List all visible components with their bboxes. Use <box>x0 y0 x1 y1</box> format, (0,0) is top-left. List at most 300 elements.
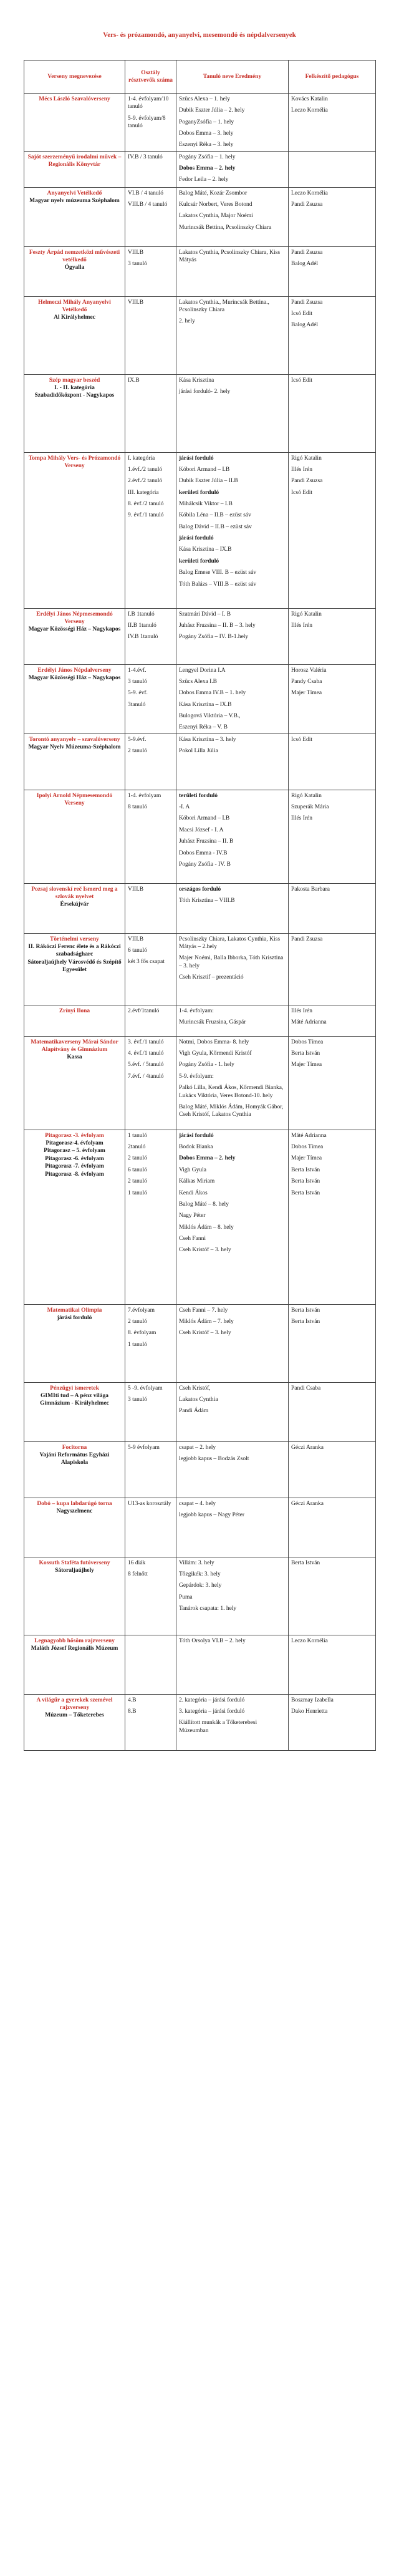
competition-cell-line: Mécs László Szavalóverseny <box>39 96 110 102</box>
result-cell-line: Vigh Gyula, Kőrmendi Kristóf <box>179 1050 252 1057</box>
teacher-cell-line: Balog Adél <box>291 261 319 268</box>
competition-cell-line: Sátoraljaújhely Városvédő és Szépítő Egyesület <box>27 959 122 974</box>
result-cell-line: Fedor Leila – 2. hely <box>179 177 229 183</box>
competition-cell-line: Legnagyobb hősöm rajzverseny <box>34 1637 115 1644</box>
result-cell-line: Kulcsár Norbert, Veres Botond <box>179 201 252 208</box>
result-cell-line: Majer Noémi, Balla Ibborka, Tóth Krisztina – 3. hely <box>179 955 284 969</box>
class-cell-line: 5-9.évf. <box>128 736 147 743</box>
header-class-count: Osztály résztvevők száma <box>125 61 176 94</box>
table-row <box>24 1441 376 1498</box>
table-row <box>24 608 376 664</box>
result-cell-line: Lakatos Cynthia, Pcsolinszky Chiara, Kiss Mátyás <box>179 249 281 264</box>
result-cell-line: Villám: 3. hely <box>179 1559 214 1566</box>
competition-cell-line: Torontó anyanyelv – szavalóverseny <box>29 736 120 743</box>
result-cell-line: 2. hely <box>179 318 195 325</box>
class-cell-line: III. kategória <box>128 489 159 496</box>
competition-cell-line: Pitagorasz -8. évfolyam <box>45 1171 104 1178</box>
class-cell-line: U13-as korosztály <box>128 1500 171 1507</box>
competition-cell <box>24 151 125 187</box>
class-cell-line: IV.B / 3 tanuló <box>128 153 163 160</box>
table-row <box>24 664 376 734</box>
competition-cell-line: Kassa <box>67 1054 82 1061</box>
result-cell-line: Palkó Lilla, Kendi Ákos, Kőrmendi Bianka, Lukács Viktória, Veres Botond-10. hely <box>179 1085 284 1099</box>
teacher-cell-line: Leczo Kornélia <box>291 1637 328 1644</box>
result-cell-line: Lengyel Dorina I.A <box>179 667 226 674</box>
result-cell-line: Bulogová Viktória – V.B., <box>179 713 241 720</box>
class-cell <box>125 1005 176 1036</box>
result-cell-line: Kiállított munkák a Tőketerebesi Múzeumban <box>179 1720 257 1734</box>
class-cell-line: 3 tanuló <box>128 679 147 685</box>
result-cell-line: Dubik Eszter Júlia – 2. hely <box>179 107 245 114</box>
teacher-cell-line: Illés Irén <box>291 815 313 822</box>
result-cell-line: Pogány Zsófia – 1. hely <box>179 153 236 160</box>
competition-cell-line: GIMIti tud – A pénz világa <box>41 1393 108 1400</box>
class-cell-line: 8 tanuló <box>128 804 147 811</box>
result-cell-line: Murincsák Bettina, Pcsolinszky Chiara <box>179 224 272 231</box>
result-cell-line: 1-4. évfolyam: <box>179 1007 214 1014</box>
competition-cell-line: Magyar Közösségi Ház – Nagykapos <box>28 675 121 682</box>
class-cell <box>125 1036 176 1130</box>
competition-cell-line: Sátoraljaújhely <box>55 1567 94 1574</box>
teacher-cell-line: Pandy Csaba <box>291 679 322 685</box>
teacher-cell-line: Dobos Tímea <box>291 1039 324 1045</box>
result-cell <box>176 1005 289 1036</box>
teacher-cell <box>289 1557 376 1635</box>
result-cell <box>176 1635 289 1694</box>
teacher-cell-line: Máté Adrianna <box>291 1132 327 1139</box>
result-cell-line: Mihálcsik Viktor – I.B <box>179 501 233 508</box>
competition-cell-line: Pitagorasz – 5. évfolyam <box>44 1148 105 1155</box>
teacher-cell <box>289 151 376 187</box>
competition-cell <box>24 883 125 933</box>
class-cell <box>125 1635 176 1694</box>
competition-cell-line: Magyar Közösségi Ház – Nagykapos <box>28 626 121 633</box>
class-cell <box>125 1130 176 1304</box>
result-cell <box>176 734 289 790</box>
class-cell-line: IX.B <box>128 377 140 384</box>
class-cell-line: 6 tanuló <box>128 1166 147 1173</box>
competition-cell-line: Focitorna <box>62 1444 87 1451</box>
competition-cell-line: Anyanyelvi Vetélkedő <box>47 190 102 196</box>
result-cell <box>176 246 289 296</box>
competition-cell-line: Múzeum – Tőketerebes <box>45 1712 104 1719</box>
class-cell-line: VIII.B <box>128 299 144 306</box>
teacher-cell-line: Icsó Edit <box>291 377 313 384</box>
class-cell <box>125 1441 176 1498</box>
class-cell-line: 3. évf./1 tanuló <box>128 1039 164 1045</box>
result-cell-line: Notmi, Dobos Emma- 8. hely <box>179 1039 249 1045</box>
competition-cell-line: járási forduló <box>57 1315 92 1322</box>
competition-cell-line: Tompa Mihály Vers- és Prózamondó Verseny <box>28 455 121 470</box>
result-cell-line: Tóth Balázs – VIII.B – ezüst sáv <box>179 581 257 588</box>
result-cell-line: Cseh Fanni <box>179 1235 206 1242</box>
result-cell-line: 2. kategória – járási forduló <box>179 1697 245 1703</box>
teacher-cell <box>289 187 376 246</box>
competition-cell-line: Matematikai Olimpia <box>47 1307 102 1314</box>
competition-cell-line: Erdélyi János Népmesemondó Verseny <box>36 611 113 626</box>
teacher-cell-line: Icsó Edit <box>291 736 313 743</box>
result-cell-line: Szücs Alexa I.B <box>179 679 217 685</box>
results-table <box>24 60 375 1751</box>
teacher-cell-line: Géczi Aranka <box>291 1444 324 1451</box>
class-cell-line: I.B 1tanuló <box>128 611 155 617</box>
result-cell-line: Cseh Krisztif – prezentáció <box>179 974 244 981</box>
result-cell-line: Vigh Gyula <box>179 1166 207 1173</box>
result-cell <box>176 151 289 187</box>
class-cell-line: 9. évf./1 tanuló <box>128 512 164 519</box>
result-cell-line: Juhász Fruzsina – II. B <box>179 838 234 845</box>
class-cell-line: 5 -9. évfolyam <box>128 1385 163 1392</box>
teacher-cell-line: Szuperák Mária <box>291 804 329 811</box>
class-cell-line: 5.évf. / 5tanuló <box>128 1062 164 1068</box>
teacher-cell <box>289 452 376 608</box>
teacher-cell <box>289 664 376 734</box>
competition-cell <box>24 187 125 246</box>
class-cell <box>125 933 176 1005</box>
result-cell-line: kerületi forduló <box>179 489 219 496</box>
class-cell <box>125 608 176 664</box>
teacher-cell <box>289 1635 376 1694</box>
teacher-cell <box>289 883 376 933</box>
class-cell-line: 3tanuló <box>128 701 146 708</box>
table-header-row <box>24 61 376 94</box>
competition-cell-line: Pitagorasz -3. évfolyam <box>45 1132 104 1139</box>
competition-cell-line: Zrínyi Ilona <box>59 1007 90 1014</box>
competition-cell-line: Ipolyi Arnold Népmesemondó Verseny <box>36 792 113 807</box>
competition-cell-line: Érsekújvár <box>60 901 89 908</box>
result-cell-line: Puma <box>179 1594 193 1600</box>
table-row <box>24 883 376 933</box>
result-cell-line: Kása Krisztina <box>179 377 214 384</box>
result-cell <box>176 790 289 883</box>
competition-cell <box>24 608 125 664</box>
result-cell <box>176 664 289 734</box>
class-cell <box>125 883 176 933</box>
class-cell-line: 1.évf./2 tanuló <box>128 467 163 473</box>
competition-cell <box>24 1382 125 1441</box>
table-row <box>24 374 376 452</box>
result-cell-line: járási forduló <box>179 1132 214 1139</box>
result-cell-line: Balog Dávid – II.B – ezüst sáv <box>179 523 252 530</box>
class-cell-line: 2 tanuló <box>128 1319 147 1325</box>
table-row <box>24 933 376 1005</box>
result-cell-line: -I. A <box>179 804 190 811</box>
result-cell-line: járási forduló <box>179 455 214 462</box>
result-cell-line: Dobos Emma - IV.B <box>179 850 228 856</box>
class-cell-line: IV.B 1tanuló <box>128 634 158 641</box>
teacher-cell-line: Berta István <box>291 1166 320 1173</box>
class-cell-line: 2 tanuló <box>128 748 147 755</box>
class-cell-line: 1 tanuló <box>128 1341 147 1348</box>
result-cell-line: területi forduló <box>179 792 218 799</box>
teacher-cell-line: Icsó Edit <box>291 489 313 496</box>
class-cell-line: VI.B / 4 tanuló <box>128 190 163 196</box>
result-cell-line: Balog Emese VIII. B – ezüst sáv <box>179 569 257 576</box>
result-cell <box>176 1441 289 1498</box>
teacher-cell <box>289 246 376 296</box>
competition-cell-line: Vajáni Református Egyházi Alapiskola <box>39 1452 110 1466</box>
competition-cell <box>24 94 125 152</box>
result-cell-line: Cseh Kristóf – 3. hely <box>179 1330 231 1337</box>
competition-cell-line: Al Királyhelmec <box>54 314 95 321</box>
class-cell-line: 2 tanuló <box>128 1178 147 1185</box>
teacher-cell <box>289 1382 376 1441</box>
result-cell-line: Juhász Fruzsina – II. B – 3. hely <box>179 622 256 629</box>
result-cell <box>176 1304 289 1382</box>
competition-cell-line: Pitagorasz -7. évfolyam <box>45 1163 104 1170</box>
teacher-cell-line: Berta István <box>291 1189 320 1196</box>
result-cell-line: Lakatos Cynthia <box>179 1397 218 1403</box>
table-row <box>24 187 376 246</box>
competition-cell <box>24 452 125 608</box>
class-cell-line: VIII.B <box>128 886 144 893</box>
result-cell-line: Cseh Kristóf, <box>179 1385 211 1392</box>
table-row <box>24 151 376 187</box>
teacher-cell-line: Illés Irén <box>291 467 313 473</box>
teacher-cell-line: Géczi Aranka <box>291 1500 324 1507</box>
result-cell-line: Kóbori Armand – I.B <box>179 815 230 822</box>
teacher-cell-line: Berta István <box>291 1050 320 1057</box>
result-cell-line: Miklós Ádám – 8. hely <box>179 1224 234 1231</box>
result-cell-line: Gepárdok: 3. hely <box>179 1582 222 1589</box>
result-cell-line: Lakatos Cynthia, Major Noémi <box>179 213 253 220</box>
teacher-cell-line: Leczo Kornélia <box>291 107 328 114</box>
class-cell <box>125 246 176 296</box>
teacher-cell <box>289 1304 376 1382</box>
table-row <box>24 1557 376 1635</box>
competition-cell <box>24 1498 125 1557</box>
competition-cell-line: Magyar Nyelv Múzeuma-Széphalom <box>28 744 121 751</box>
teacher-cell-line: Pandi Zsuzsa <box>291 299 323 306</box>
result-cell-line: Kóbila Léna – II.B – ezüst sáv <box>179 512 251 519</box>
teacher-cell <box>289 374 376 452</box>
class-cell-line: 2 tanuló <box>128 1155 147 1162</box>
class-cell <box>125 187 176 246</box>
class-cell-line: 1 tanuló <box>128 1132 147 1139</box>
class-cell <box>125 734 176 790</box>
class-cell-line: 3 tanuló <box>128 261 147 268</box>
result-cell-line: járási forduló- 2. hely <box>179 389 231 395</box>
class-cell <box>125 664 176 734</box>
table-row <box>24 452 376 608</box>
result-cell-line: Murincsák Fruzsina, Gáspár <box>179 1019 246 1026</box>
result-cell-line: Tanárok csapata: 1. hely <box>179 1605 237 1612</box>
teacher-cell-line: Illés Irén <box>291 1007 313 1014</box>
competition-cell-line: Szabadidőközpont - Nagykapos <box>34 392 115 399</box>
result-cell-line: Bodok Bianka <box>179 1144 213 1151</box>
result-cell-line: Nagy Péter <box>179 1213 206 1219</box>
class-cell-line: 7.évf. / 4tanuló <box>128 1073 164 1080</box>
teacher-cell-line: Boszmay Izabella <box>291 1697 334 1703</box>
class-cell-line: 8.B <box>128 1708 137 1715</box>
class-cell-line: 1-4. évfolyam <box>128 792 161 799</box>
class-cell <box>125 374 176 452</box>
competition-cell-line: A világűr a gyerekek szemével rajzverseny <box>36 1697 113 1712</box>
result-cell-line: országos forduló <box>179 886 221 893</box>
teacher-cell <box>289 1005 376 1036</box>
result-cell-line: Tőzgikék: 3. hely <box>179 1571 221 1578</box>
result-cell <box>176 1382 289 1441</box>
competition-cell-line: Kossuth Staféta futóverseny <box>39 1559 110 1566</box>
teacher-cell-line: Illés Irén <box>291 622 313 629</box>
teacher-cell-line: Pandi Csaba <box>291 1385 321 1392</box>
teacher-cell-line: Icsó Edit <box>291 311 313 317</box>
competition-cell-line: Pitagorasz-4. évfolyam <box>46 1140 103 1147</box>
competition-cell-line: Ógyalla <box>64 264 85 271</box>
result-cell-line: Pokol Lilla Júlia <box>179 748 218 755</box>
competition-cell-line: II. Rákóczi Ferenc élete és a Rákóczi szabadságharc <box>28 944 121 958</box>
result-cell-line: Cseh Kristóf – 3. hely <box>179 1247 231 1254</box>
table-row <box>24 1304 376 1382</box>
result-cell <box>176 94 289 152</box>
class-cell <box>125 296 176 374</box>
teacher-cell-line: Majer Tímea <box>291 1062 322 1068</box>
result-cell-line: Kendi Ákos <box>179 1189 208 1196</box>
result-cell <box>176 933 289 1005</box>
class-cell-line: 2.évf/1tanuló <box>128 1007 160 1014</box>
header-teacher: Felkészítő pedagógus <box>289 61 376 94</box>
class-cell <box>125 1557 176 1635</box>
teacher-cell-line: Dako Henrietta <box>291 1708 328 1715</box>
table-row <box>24 734 376 790</box>
teacher-cell-line: Horosz Valéria <box>291 667 327 674</box>
competition-cell <box>24 1557 125 1635</box>
class-cell-line: 5-9. évfolyam/8 tanuló <box>128 115 166 130</box>
class-cell-line: VIII.B / 4 tanuló <box>128 201 168 208</box>
table-row <box>24 94 376 152</box>
result-cell-line: Kása Krisztina – 3. hely <box>179 736 236 743</box>
teacher-cell-line: Rigó Katalin <box>291 455 322 462</box>
class-cell-line: 4.B <box>128 1697 137 1703</box>
class-cell-line: 1 tanuló <box>128 1189 147 1196</box>
table-row <box>24 1036 376 1130</box>
result-cell-line: Tóth Krisztina – VIII.B <box>179 898 235 904</box>
result-cell <box>176 296 289 374</box>
teacher-cell-line: Leczo Kornélia <box>291 190 328 196</box>
competition-cell-line: Gimnázium - Királyhelmec <box>40 1400 109 1407</box>
competition-cell <box>24 790 125 883</box>
class-cell <box>125 1304 176 1382</box>
table-row <box>24 790 376 883</box>
teacher-cell-line: Rigó Katalin <box>291 792 322 799</box>
teacher-cell-line: Pandi Zsuzsa <box>291 249 323 256</box>
class-cell-line: 5-9. évf. <box>128 690 148 697</box>
competition-cell-line: Történelmi verseny <box>50 936 99 942</box>
teacher-cell <box>289 790 376 883</box>
class-cell-line: 1-4. évfolyam/10 tanuló <box>128 96 169 110</box>
competition-cell <box>24 296 125 374</box>
result-cell-line: legjobb kapus – Bodzás Zsolt <box>179 1456 249 1463</box>
competition-cell-line: Magyar nyelv múzeuma Széphalom <box>29 198 120 205</box>
competition-cell-line: I. - II. kategória <box>54 385 95 392</box>
class-cell-line: 6 tanuló <box>128 947 147 954</box>
competition-cell-line: Pénzügyi ismeretek <box>50 1385 99 1392</box>
competition-cell <box>24 664 125 734</box>
result-cell-line: Pogány Zsófia - IV. B <box>179 861 231 868</box>
teacher-cell <box>289 734 376 790</box>
result-cell <box>176 883 289 933</box>
teacher-cell-line: Pakosta Barbara <box>291 886 330 893</box>
page-title: Vers- és prózamondó, anyanyelvi, mesemondó és népdalversenyek <box>103 31 296 39</box>
teacher-cell <box>289 1498 376 1557</box>
competition-cell <box>24 734 125 790</box>
class-cell <box>125 1498 176 1557</box>
result-cell-line: csapat – 2. hely <box>179 1444 216 1451</box>
class-cell-line: 5-9 évfolyam <box>128 1444 160 1451</box>
result-cell-line: Tóth Orsolya VI.B – 2. hely <box>179 1637 246 1644</box>
result-cell-line: legjobb kapus – Nagy Péter <box>179 1512 245 1519</box>
class-cell-line: 8 felnőtt <box>128 1571 148 1578</box>
teacher-cell-line: Berta István <box>291 1319 320 1325</box>
competition-cell-line: Helmeczi Mihály Anyanyelvi Vetélkedő <box>38 299 111 314</box>
teacher-cell-line: Rigó Katalin <box>291 611 322 617</box>
result-cell-line: Balog Máté, Miklós Ádám, Homyák Gábor, Cseh Kristóf, Lakatos Cynthia <box>179 1103 284 1118</box>
table-row <box>24 1005 376 1036</box>
header-student-result: Tanuló neve Eredmény <box>176 61 289 94</box>
competition-cell <box>24 246 125 296</box>
table-row <box>24 246 376 296</box>
class-cell-line: 8. évfolyam <box>128 1330 156 1337</box>
result-cell-line: Lakatos Cynthia., Murincsák Bettina., Pcsolinszky Chiara <box>179 299 269 314</box>
result-cell <box>176 1694 289 1750</box>
result-cell-line: Pandi Ádám <box>179 1408 209 1415</box>
class-cell-line: II.B 1tanuló <box>128 622 156 629</box>
result-cell-line: Eszenyi Réka – 3. hely <box>179 142 234 148</box>
teacher-cell-line: Kovács Katalin <box>291 96 328 102</box>
class-cell-line: 2.évf./2 tanuló <box>128 478 163 485</box>
teacher-cell <box>289 1694 376 1750</box>
teacher-cell-line: Dobos Tímea <box>291 1144 324 1151</box>
class-cell-line: 1-4.évf. <box>128 667 147 674</box>
teacher-cell-line: Majer Tímea <box>291 1155 322 1162</box>
result-cell-line: PoganyZsófia – 1. hely <box>179 119 234 125</box>
result-cell-line: Kálkas Miriam <box>179 1178 215 1185</box>
competition-cell-line: Pitagorasz -6. évfolyam <box>45 1155 104 1162</box>
class-cell <box>125 1694 176 1750</box>
result-cell-line: Miklós Ádám – 7. hely <box>179 1319 234 1325</box>
result-cell-line: Dobos Emma – 2. hely <box>179 1155 236 1162</box>
class-cell <box>125 151 176 187</box>
competition-cell-line: Erdélyi János Népdalverseny <box>37 667 112 674</box>
result-cell <box>176 374 289 452</box>
competition-cell-line: Nagyszelmenc <box>56 1508 93 1515</box>
result-cell-line: Balog Máté, Kozár Zsombor <box>179 190 248 196</box>
competition-cell <box>24 1304 125 1382</box>
teacher-cell <box>289 1130 376 1304</box>
competition-cell-line: Pozsaj slovenskí reč Ismerd meg a szlovák nyelvet <box>31 886 118 901</box>
table-row <box>24 1694 376 1750</box>
result-cell-line: Dubik Eszter Júlia – II.B <box>179 478 238 485</box>
competition-cell-line: Szép magyar beszéd <box>49 377 100 384</box>
table-row <box>24 1130 376 1304</box>
result-cell <box>176 1498 289 1557</box>
class-cell-line: 4. évf./1 tanuló <box>128 1050 164 1057</box>
teacher-cell <box>289 1441 376 1498</box>
competition-cell <box>24 1005 125 1036</box>
class-cell-line: 3 tanuló <box>128 1397 147 1403</box>
competition-cell-line: Matematikaverseny Márai Sándor Alapítvány és Gimnázium <box>31 1039 118 1053</box>
result-cell <box>176 187 289 246</box>
class-cell-line: 16 diák <box>128 1559 146 1566</box>
class-cell <box>125 1382 176 1441</box>
table-body <box>24 94 376 1751</box>
class-cell-line: I. kategória <box>128 455 155 462</box>
table-row <box>24 296 376 374</box>
teacher-cell-line: Balog Adél <box>291 322 319 329</box>
teacher-cell <box>289 1036 376 1130</box>
table-row <box>24 1635 376 1694</box>
class-cell <box>125 790 176 883</box>
